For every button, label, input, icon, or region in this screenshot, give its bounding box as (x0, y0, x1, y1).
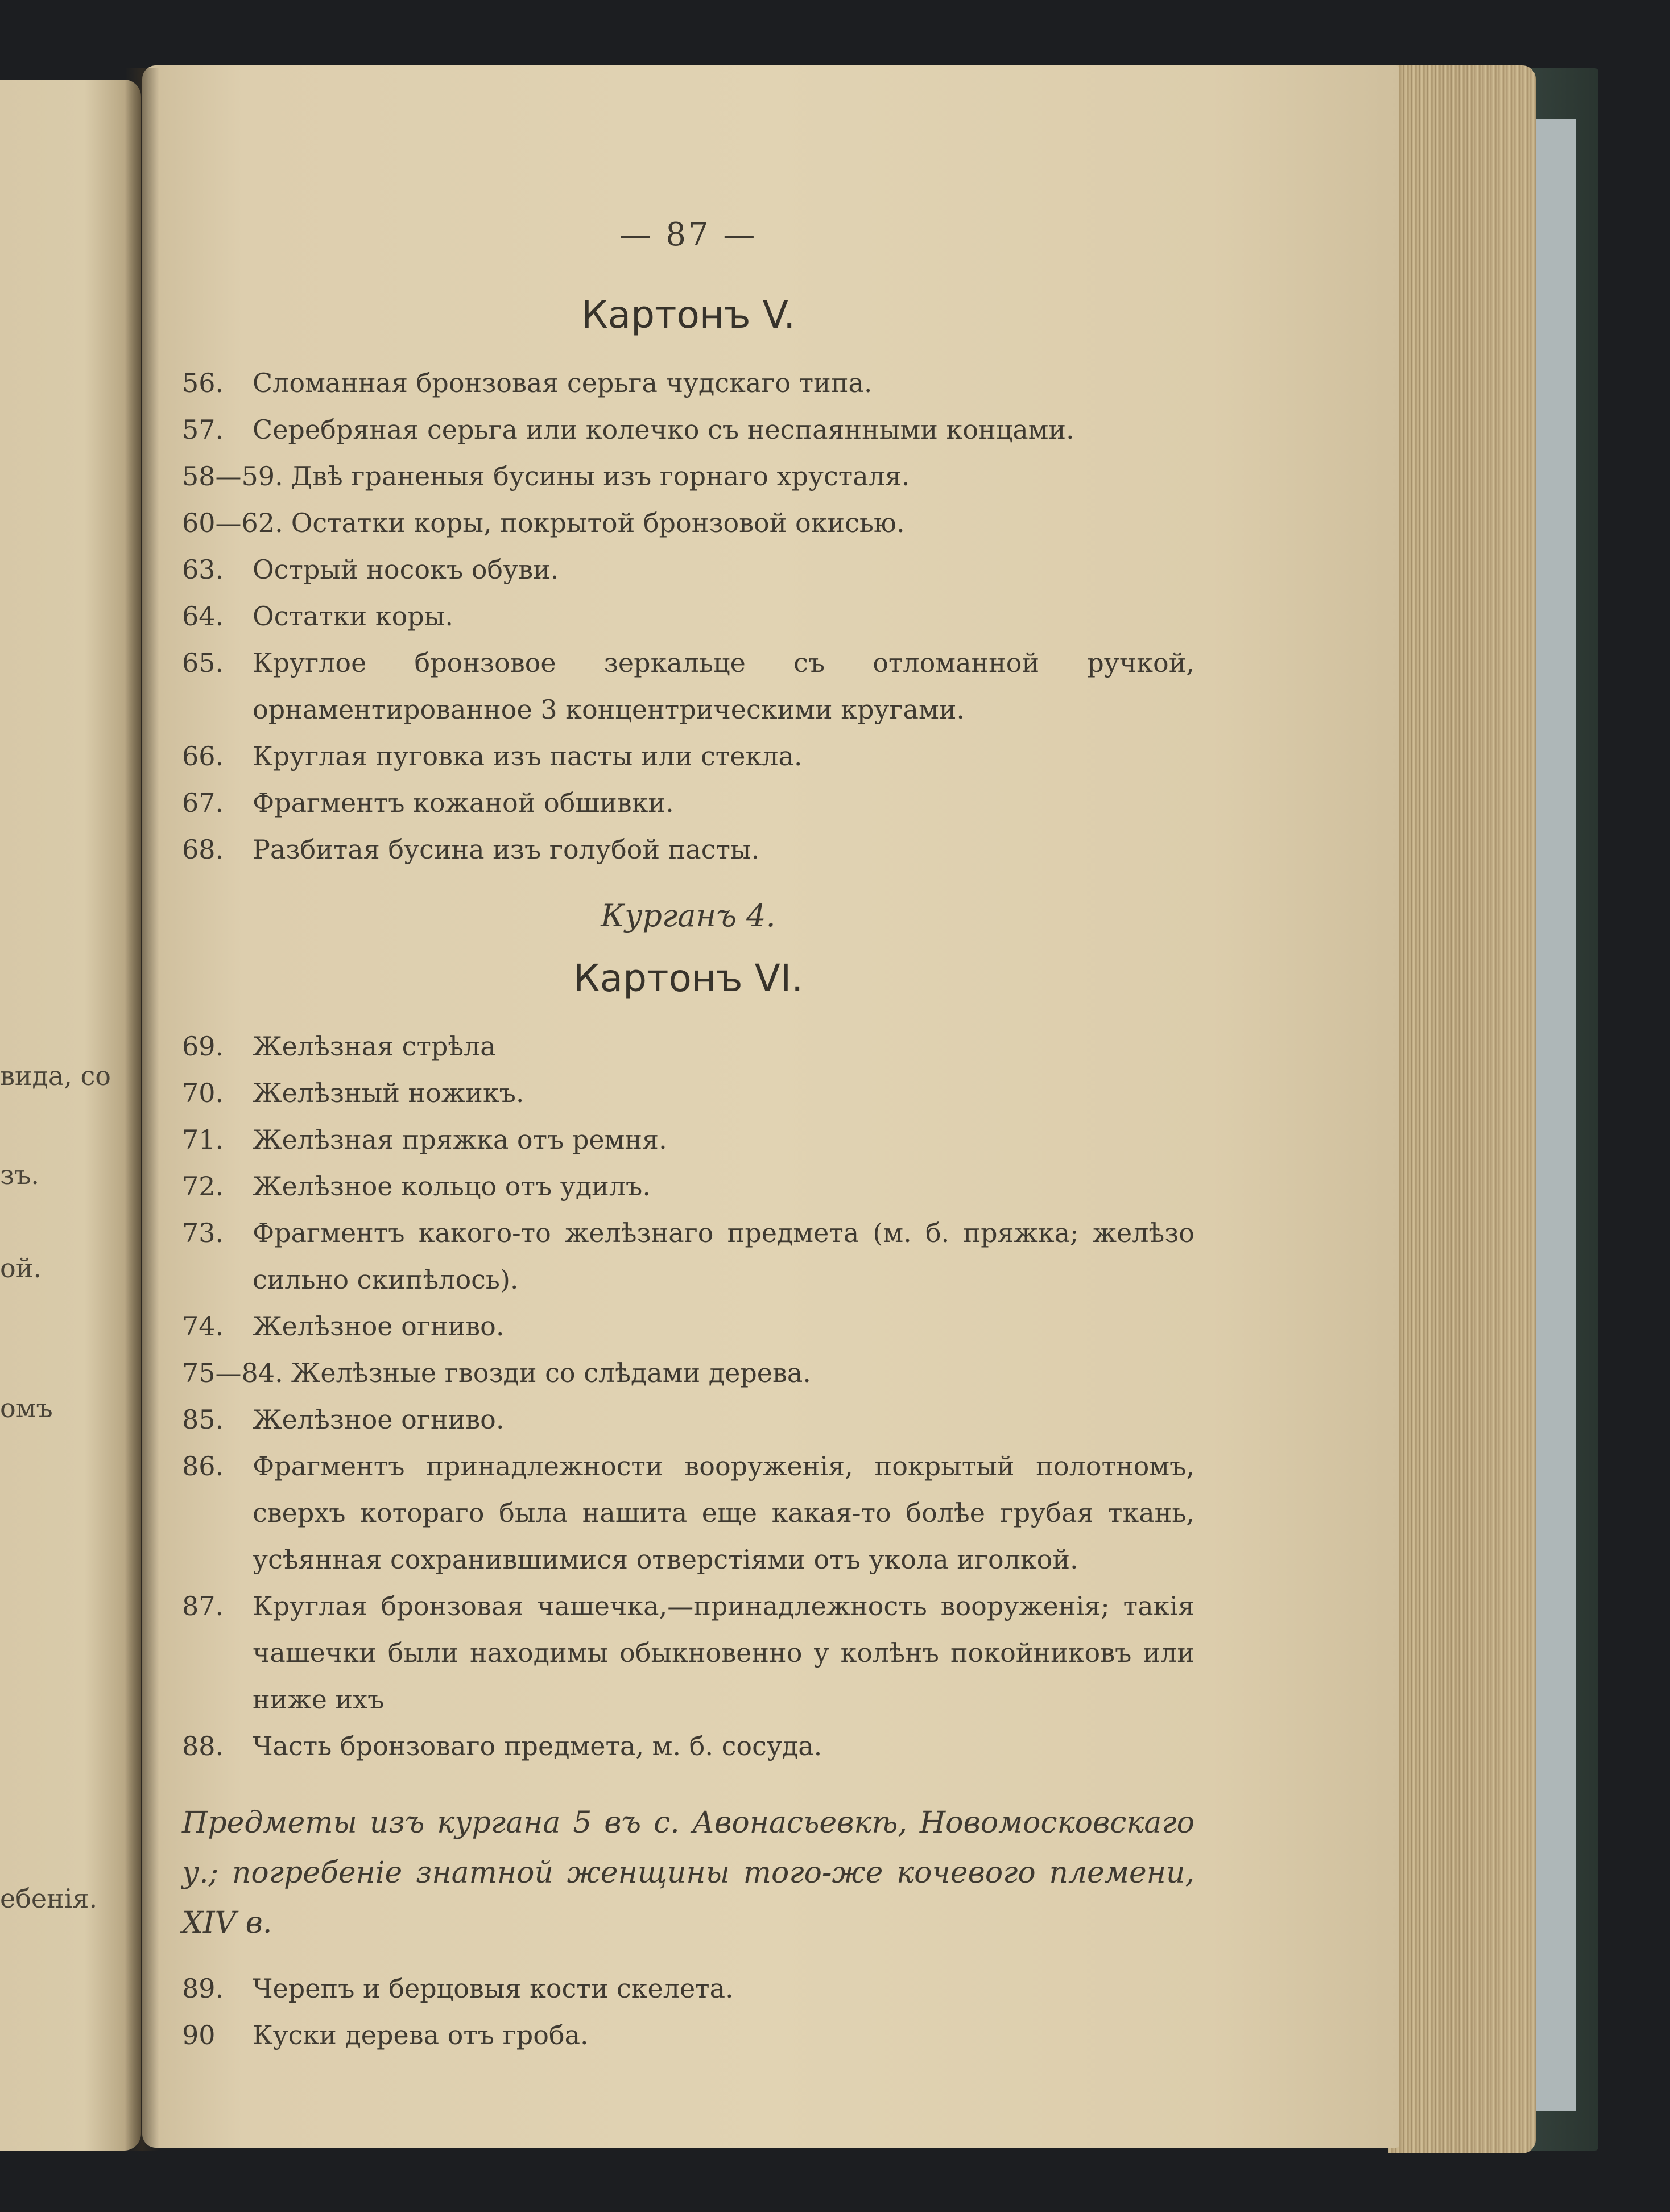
list-item (182, 1023, 1194, 1070)
item-number: 89. (182, 1973, 224, 2004)
item-text: Фрагментъ какого-то желѣзнаго предмета (м. б. пряжка; желѣзо сильно скипѣлось). (253, 1218, 1194, 1295)
item-text: Желѣзное кольцо отъ удилъ. (253, 1171, 651, 1202)
kurgan-5-note: Предметы изъ кургана 5 въ с. Авонасьевкѣ, Новомосковскаго у.; погребеніе знатной женщины того-же кочевого племени, XIV в. (182, 1806, 1194, 1940)
item-list (182, 1965, 1194, 2058)
item-text: Остатки коры. (253, 601, 453, 632)
list-item (182, 453, 1194, 500)
gutter-shadow (125, 68, 159, 2151)
list-item (182, 1116, 1194, 1163)
item-text: Куски дерева отъ гроба. (253, 2020, 589, 2050)
item-text: Желѣзные гвозди со слѣдами дерева. (291, 1357, 811, 1388)
list-item (182, 593, 1194, 639)
item-number: 75—84. (182, 1357, 283, 1388)
left-page-fragment: вида, со (0, 1060, 111, 1091)
item-number: 65. (182, 647, 224, 678)
item-text: Желѣзная стрѣла (253, 1031, 496, 1062)
item-number: 60—62. (182, 507, 283, 538)
item-text: Круглая бронзовая чашечка,—принадлежность вооруженія; такія чашечки были находимы обыкновенно у колѣнъ покойниковъ или ниже ихъ (253, 1591, 1194, 1715)
list-item (182, 1070, 1194, 1116)
left-page-fragment: зъ. (0, 1159, 39, 1190)
item-number: 56. (182, 368, 224, 398)
item-text: Часть бронзоваго предмета, м. б. сосуда. (253, 1731, 822, 1761)
item-number: 87. (182, 1591, 224, 1621)
section-heading: Картонъ VI. (573, 956, 804, 1000)
item-list (182, 1023, 1194, 1769)
list-item (182, 779, 1194, 826)
item-text: Серебряная серьга или колечко съ неспаянными концами. (253, 414, 1074, 445)
page-text (182, 216, 1194, 2058)
list-item (182, 546, 1194, 593)
item-number: 66. (182, 741, 224, 771)
page-fore-edge (1388, 65, 1536, 2153)
item-number: 63. (182, 554, 224, 585)
item-text: Сломанная бронзовая серьга чудскаго типа. (253, 368, 873, 398)
item-number: 74. (182, 1311, 224, 1342)
item-text: Остатки коры, покрытой бронзовой окисью. (291, 507, 905, 538)
item-text: Желѣзное огниво. (253, 1311, 505, 1342)
list-item (182, 1210, 1194, 1303)
item-number: 72. (182, 1171, 224, 1202)
item-number: 69. (182, 1031, 224, 1062)
list-item (182, 1350, 1194, 1396)
section-heading: Картонъ V. (581, 293, 796, 337)
item-number: 85. (182, 1404, 224, 1435)
item-text: Желѣзное огниво. (253, 1404, 505, 1435)
list-item (182, 733, 1194, 779)
item-number: 58—59. (182, 461, 283, 492)
item-text: Фрагментъ принадлежности вооруженія, покрытый полотномъ, сверхъ котораго была нашита еще какая-то болѣе грубая ткань, усѣянная сохранившимися отверстіями отъ укола иголкой. (253, 1451, 1194, 1575)
item-number: 73. (182, 1218, 224, 1248)
list-item (182, 1443, 1194, 1583)
item-text: Разбитая бусина изъ голубой пасты. (253, 834, 760, 865)
item-number: 88. (182, 1731, 224, 1761)
item-text: Острый носокъ обуви. (253, 554, 559, 585)
list-item (182, 2012, 1194, 2058)
left-page-fragment: ебенія. (0, 1883, 98, 1914)
list-item (182, 500, 1194, 546)
list-item (182, 1965, 1194, 2012)
item-number: 71. (182, 1124, 224, 1155)
item-text: Черепъ и берцовыя кости скелета. (253, 1973, 734, 2004)
kurgan-subheading: Курганъ 4. (601, 898, 776, 934)
list-item (182, 406, 1194, 453)
item-text: Фрагментъ кожаной обшивки. (253, 787, 674, 818)
item-number: 86. (182, 1451, 224, 1481)
list-item (182, 1163, 1194, 1210)
item-text: Круглая пуговка изъ пасты или стекла. (253, 741, 803, 771)
list-item (182, 1583, 1194, 1723)
item-text: Желѣзная пряжка отъ ремня. (253, 1124, 667, 1155)
list-item (182, 1396, 1194, 1443)
item-number: 90 (182, 2020, 216, 2050)
list-item (182, 826, 1194, 873)
left-page (0, 80, 141, 2151)
item-number: 70. (182, 1078, 224, 1108)
item-number: 64. (182, 601, 224, 632)
item-text: Желѣзный ножикъ. (253, 1078, 524, 1108)
page-number: — 87 — (619, 216, 758, 253)
left-page-fragment: ой. (0, 1253, 42, 1284)
item-text: Двѣ граненыя бусины изъ горнаго хрусталя. (291, 461, 910, 492)
item-number: 57. (182, 414, 224, 445)
list-item (182, 360, 1194, 406)
item-number: 68. (182, 834, 224, 865)
item-list (182, 360, 1194, 873)
left-page-fragment: омъ (0, 1393, 53, 1423)
item-number: 67. (182, 787, 224, 818)
list-item (182, 1723, 1194, 1769)
item-text: Круглое бронзовое зеркальце съ отломанной ручкой, орнаментированное 3 концентрическими кругами. (253, 647, 1194, 725)
list-item (182, 639, 1194, 733)
list-item (182, 1303, 1194, 1350)
